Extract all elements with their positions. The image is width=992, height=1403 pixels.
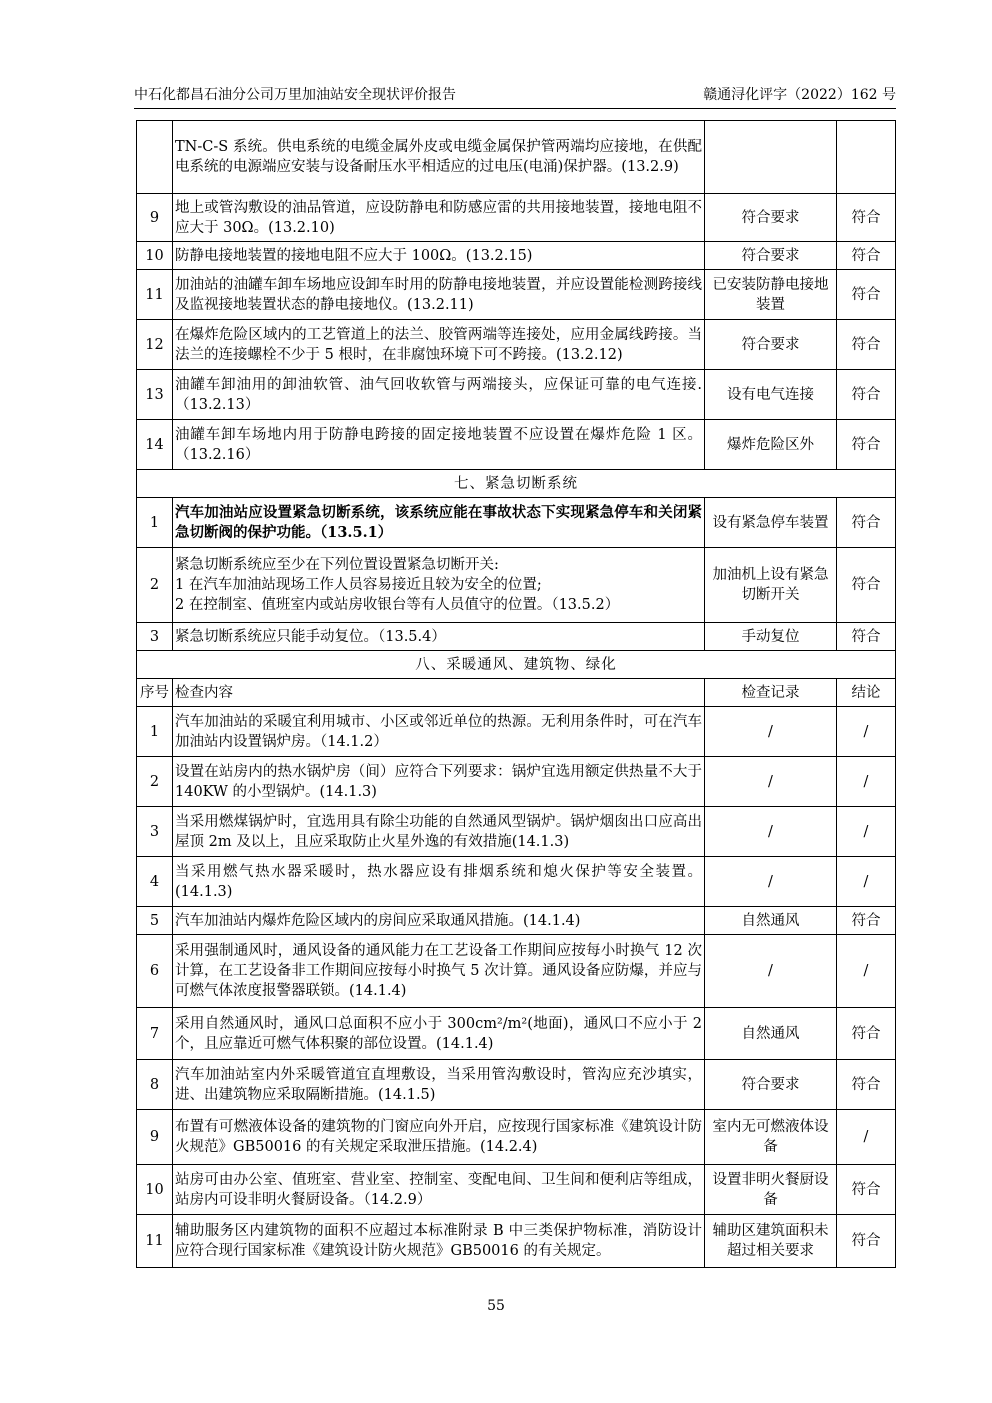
check-content: 加油站的油罐车卸车场地应设卸车时用的防静电接地装置，并应设置能检测跨接线及监视接地装置状态的静电接地仪。(13.2.11) (173, 270, 705, 320)
check-content: 设置在站房内的热水锅炉房（间）应符合下列要求：锅炉宜选用额定供热量不大于 140KW 的小型锅炉。(14.1.3) (173, 757, 705, 807)
section-header-row (137, 651, 896, 679)
table-row (137, 498, 896, 548)
check-content: 当采用燃气热水器采暖时，热水器应设有排烟系统和熄火保护等安全装置。(14.1.3) (173, 857, 705, 907)
row-number: 14 (137, 420, 173, 470)
check-content: 汽车加油站室内外采暖管道宜直埋敷设，当采用管沟敷设时，管沟应充沙填实，进、出建筑物应采取隔断措施。(14.1.5) (173, 1060, 705, 1110)
check-content-line: 1 在汽车加油站现场工作人员容易接近且较为安全的位置; (175, 577, 542, 593)
check-content: 汽车加油站内爆炸危险区域内的房间应采取通风措施。(14.1.4) (173, 907, 705, 935)
table-row (137, 907, 896, 935)
check-result: 符合 (837, 1165, 896, 1215)
table-row (137, 935, 896, 1008)
check-record: 设有电气连接 (705, 370, 837, 420)
table-row (137, 1165, 896, 1215)
check-result: 符合 (837, 242, 896, 270)
row-number: 2 (137, 757, 173, 807)
check-result: 符合 (837, 498, 896, 548)
table-row (137, 548, 896, 623)
row-number (137, 121, 173, 194)
check-result: 符合 (837, 1060, 896, 1110)
table-row (137, 807, 896, 857)
check-content: 当采用燃煤锅炉时，宜选用具有除尘功能的自然通风型锅炉。锅炉烟囱出口应高出屋顶 2m 及以上，且应采取防止火星外逸的有效措施(14.1.3) (173, 807, 705, 857)
table-row (137, 1110, 896, 1165)
check-content: TN-C-S 系统。供电系统的电缆金属外皮或电缆金属保护管两端均应接地，在供配电系统的电源端应安装与设备耐压水平相适应的过电压(电涌)保护器。(13.2.9) (173, 121, 705, 194)
table-row (137, 194, 896, 242)
row-number: 13 (137, 370, 173, 420)
row-number: 11 (137, 270, 173, 320)
check-content: 汽车加油站的采暖宜利用城市、小区或邻近单位的热源。无利用条件时，可在汽车加油站内设置锅炉房。（14.1.2） (173, 707, 705, 757)
check-result: / (837, 1110, 896, 1165)
section-title: 七、紧急切断系统 (137, 470, 896, 498)
check-content: 辅助服务区内建筑物的面积不应超过本标准附录 B 中三类保护物标准，消防设计应符合现行国家标准《建筑设计防火规范》GB50016 的有关规定。 (173, 1215, 705, 1268)
row-number: 3 (137, 807, 173, 857)
check-result: 符合 (837, 548, 896, 623)
inspection-table (136, 120, 896, 1268)
check-record: 符合要求 (705, 1060, 837, 1110)
check-content: 采用自然通风时，通风口总面积不应小于 300cm²/m²(地面)，通风口不应小于 2 个，且应靠近可燃气体积聚的部位设置。(14.1.4) (173, 1008, 705, 1060)
check-record: / (705, 935, 837, 1008)
check-record: 自然通风 (705, 907, 837, 935)
row-number: 7 (137, 1008, 173, 1060)
check-content: 油罐车卸车场地内用于防静电跨接的固定接地装置不应设置在爆炸危险 1 区。（13.2.16） (173, 420, 705, 470)
table-row (137, 320, 896, 370)
header-content: 检查内容 (173, 679, 705, 707)
check-result: 符合 (837, 370, 896, 420)
check-record: 室内无可燃液体设备 (705, 1110, 837, 1165)
header-result: 结论 (837, 679, 896, 707)
row-number: 8 (137, 1060, 173, 1110)
check-content-line: 2 在控制室、值班室内或站房收银台等有人员值守的位置。（13.5.2） (175, 597, 620, 613)
check-content-line: 紧急切断系统应至少在下列位置设置紧急切断开关: (175, 557, 499, 573)
row-number: 1 (137, 707, 173, 757)
row-number: 10 (137, 1165, 173, 1215)
check-record: 符合要求 (705, 242, 837, 270)
table-row (137, 623, 896, 651)
table-row (137, 242, 896, 270)
check-content: 汽车加油站应设置紧急切断系统，该系统应能在事故状态下实现紧急停车和关闭紧急切断阀的保护功能。（13.5.1） (173, 498, 705, 548)
check-content: 布置有可燃液体设备的建筑物的门窗应向外开启，应按现行国家标准《建筑设计防火规范》GB50016 的有关规定采取泄压措施。(14.2.4) (173, 1110, 705, 1165)
check-result: / (837, 807, 896, 857)
check-record: / (705, 757, 837, 807)
check-record: 辅助区建筑面积未超过相关要求 (705, 1215, 837, 1268)
report-title: 中石化都昌石油分公司万里加油站安全现状评价报告 (134, 87, 456, 103)
check-result: 符合 (837, 420, 896, 470)
check-result: / (837, 757, 896, 807)
table-row (137, 1060, 896, 1110)
section-title: 八、采暖通风、建筑物、绿化 (137, 651, 896, 679)
check-result (837, 121, 896, 194)
check-content: 防静电接地装置的接地电阻不应大于 100Ω。(13.2.15) (173, 242, 705, 270)
table-row (137, 121, 896, 194)
header-record: 检查记录 (705, 679, 837, 707)
check-content: 站房可由办公室、值班室、营业室、控制室、变配电间、卫生间和便利店等组成，站房内可设非明火餐厨设备。（14.2.9） (173, 1165, 705, 1215)
check-record: / (705, 807, 837, 857)
column-header-row (137, 679, 896, 707)
check-content: 紧急切断系统应只能手动复位。（13.5.4） (173, 623, 705, 651)
row-number: 1 (137, 498, 173, 548)
check-content: 地上或管沟敷设的油品管道，应设防静电和防感应雷的共用接地装置，接地电阻不应大于 30Ω。(13.2.10) (173, 194, 705, 242)
report-number: 赣通浔化评字（2022）162 号 (703, 87, 896, 103)
table-row (137, 1215, 896, 1268)
table-row (137, 1008, 896, 1060)
check-result: / (837, 935, 896, 1008)
check-record: 手动复位 (705, 623, 837, 651)
row-number: 11 (137, 1215, 173, 1268)
check-record: 设有紧急停车装置 (705, 498, 837, 548)
page-header (134, 84, 896, 109)
check-record: 爆炸危险区外 (705, 420, 837, 470)
table-row (137, 420, 896, 470)
check-content (173, 548, 705, 623)
row-number: 4 (137, 857, 173, 907)
check-record (705, 121, 837, 194)
table-row (137, 370, 896, 420)
header-number: 序号 (137, 679, 173, 707)
check-result: 符合 (837, 1008, 896, 1060)
check-content: 采用强制通风时，通风设备的通风能力在工艺设备工作期间应按每小时换气 12 次计算，在工艺设备非工作期间应按每小时换气 5 次计算。通风设备应防爆，并应与可燃气体浓度报警器联锁。(14.1.4) (173, 935, 705, 1008)
check-result: 符合 (837, 320, 896, 370)
check-record: 加油机上设有紧急切断开关 (705, 548, 837, 623)
check-result: 符合 (837, 194, 896, 242)
row-number: 5 (137, 907, 173, 935)
check-record: 符合要求 (705, 194, 837, 242)
row-number: 3 (137, 623, 173, 651)
section-header-row (137, 470, 896, 498)
check-result: 符合 (837, 907, 896, 935)
page-number: 55 (487, 1298, 505, 1314)
row-number: 12 (137, 320, 173, 370)
row-number: 9 (137, 194, 173, 242)
check-result: / (837, 707, 896, 757)
table-row (137, 270, 896, 320)
check-record: 符合要求 (705, 320, 837, 370)
row-number: 10 (137, 242, 173, 270)
check-record: / (705, 857, 837, 907)
check-result: / (837, 857, 896, 907)
check-result: 符合 (837, 1215, 896, 1268)
check-result: 符合 (837, 270, 896, 320)
table-row (137, 707, 896, 757)
check-record: 已安装防静电接地装置 (705, 270, 837, 320)
check-record: 自然通风 (705, 1008, 837, 1060)
row-number: 9 (137, 1110, 173, 1165)
check-content: 油罐车卸油用的卸油软管、油气回收软管与两端接头，应保证可靠的电气连接.（13.2.13） (173, 370, 705, 420)
check-record: / (705, 707, 837, 757)
table-row (137, 857, 896, 907)
check-record: 设置非明火餐厨设备 (705, 1165, 837, 1215)
row-number: 2 (137, 548, 173, 623)
check-result: 符合 (837, 623, 896, 651)
row-number: 6 (137, 935, 173, 1008)
check-content: 在爆炸危险区域内的工艺管道上的法兰、胶管两端等连接处，应用金属线跨接。当法兰的连接螺栓不少于 5 根时，在非腐蚀环境下可不跨接。(13.2.12) (173, 320, 705, 370)
table-row (137, 757, 896, 807)
